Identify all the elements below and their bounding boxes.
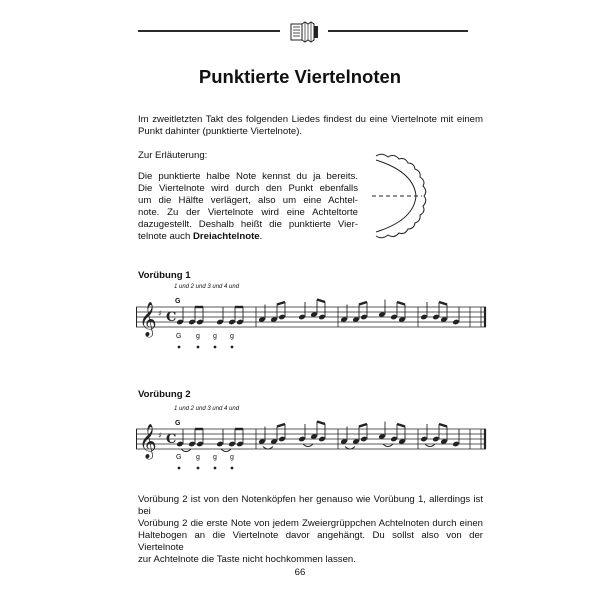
common-time-icon: C	[166, 310, 177, 325]
exercise-1-bass-4: g	[230, 333, 234, 340]
explanation-bold-term: Dreiachtelnote	[192, 231, 260, 242]
sharp-sign-icon: ♯	[158, 431, 162, 440]
bottom-paragraph	[138, 494, 483, 566]
exercise-1-bass-3: g	[213, 333, 217, 340]
beam	[397, 424, 405, 427]
bottom-line-3: Haltebogen an die Viertelnote davor angehängt. Du sollst also von der Viertelnote	[138, 530, 483, 553]
beam	[277, 302, 285, 305]
beam	[439, 302, 447, 305]
explanation-line-4: note. Zu der Viertelnote wird eine Achteltorte	[138, 207, 358, 218]
exercise-2-bass-4: g	[230, 454, 234, 461]
page-number: 66	[294, 567, 306, 578]
beam	[277, 424, 285, 427]
explanation-line-6-end: .	[259, 231, 263, 242]
torte-diagram	[362, 150, 434, 242]
bottom-line-2: Vorübung 2 die erste Note von jedem Zweiergrüppchen Achtelnoten durch einen	[138, 518, 483, 529]
exercise-1-label: Vorübung 1	[138, 270, 191, 281]
beam	[397, 302, 405, 305]
header-rule-left	[138, 30, 280, 32]
bottom-line-1: Vorübung 2 ist von den Notenköpfen her genauso wie Vorübung 1, allerdings ist bei	[138, 494, 483, 517]
exercise-2-staff	[136, 417, 488, 463]
beam	[317, 422, 325, 425]
exercise-1-bass-1: G	[176, 333, 182, 340]
common-time-icon: C	[166, 432, 177, 447]
accordion-icon	[286, 18, 322, 46]
explanation-line-2: Die Viertelnote wird durch den Punkt ebenfalls	[138, 183, 358, 194]
header-rule-right	[328, 30, 468, 32]
explanation-paragraph	[138, 171, 358, 243]
beam	[317, 300, 325, 303]
intro-line-2: Punkt dahinter (punktierte Viertelnote).	[138, 126, 303, 137]
exercise-2-notes	[176, 419, 470, 452]
treble-clef-icon: 𝄞	[139, 302, 157, 337]
exercise-2-label: Vorübung 2	[138, 389, 191, 400]
exercise-2-bass-2: g	[196, 454, 200, 461]
exercise-1-counting: 1 und 2 und 3 und 4 und	[174, 284, 240, 290]
explanation-line-1: Die punktierte halbe Note kennst du ja bereits.	[138, 171, 358, 182]
beam	[439, 424, 447, 427]
intro-line-1: Im zweitletzten Takt des folgenden Liedes findest du eine Viertelnote mit einem	[138, 114, 483, 125]
explanation-line-6	[138, 231, 358, 243]
exercise-2-counting: 1 und 2 und 3 und 4 und	[174, 406, 240, 412]
exercise-2-bass-dots	[170, 464, 250, 474]
exercise-1-staff	[136, 295, 488, 339]
exercise-2-bass-1: G	[176, 454, 182, 461]
exercise-1-bass-2: g	[196, 333, 200, 340]
exercise-1-chord: G	[175, 298, 181, 305]
treble-clef-icon: 𝄞	[139, 424, 157, 459]
intro-paragraph	[138, 114, 483, 138]
exercise-1-bass-dots	[170, 343, 250, 353]
sharp-sign-icon: ♯	[158, 309, 162, 318]
explanation-line-5: dazugestellt. Deshalb heißt die punktierte Vier-	[138, 219, 358, 230]
exercise-2-chord: G	[175, 420, 181, 427]
exercise-2-bass-3: g	[213, 454, 217, 461]
explanation-line-3: um die Hälfte verlägert, also um eine Achtel-	[138, 195, 358, 206]
bottom-line-4: zur Achtelnote die Taste nicht hochkommen lassen.	[138, 554, 356, 565]
explanation-heading: Zur Erläuterung:	[138, 150, 208, 161]
beam	[359, 424, 367, 427]
page-title: Punktierte Viertelnoten	[198, 66, 402, 87]
beam	[359, 302, 367, 305]
explanation-line-6-text: telnote auch	[138, 231, 193, 242]
